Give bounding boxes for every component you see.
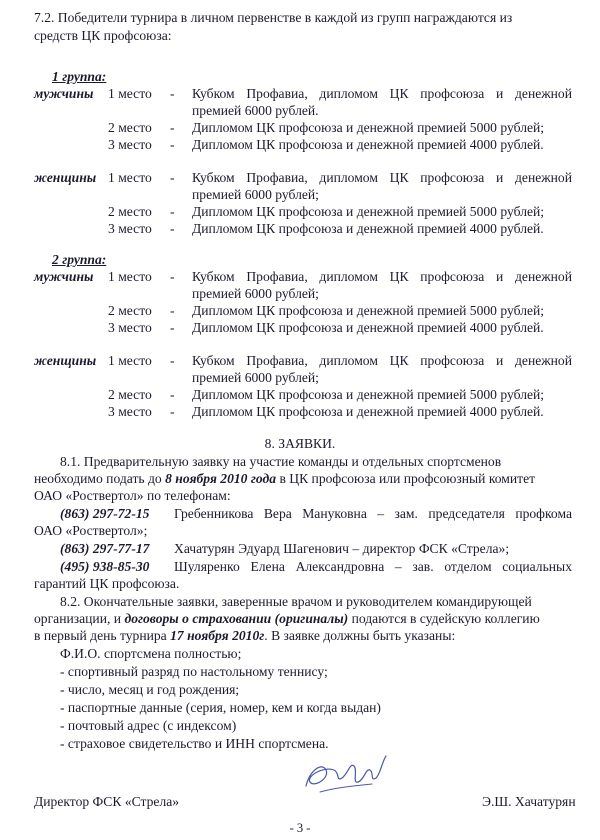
director-label: Директор ФСК «Стрела» — [34, 794, 180, 809]
dash: - — [170, 269, 175, 284]
contact-name: Гребенникова Вера Мануковна – зам. председателя профкома — [174, 506, 572, 521]
dash: - — [170, 204, 175, 219]
prize-text: Кубком Профавиа, дипломом ЦК профсоюза и денежной — [192, 170, 572, 185]
place-label: 3 место — [108, 320, 152, 335]
phone-number: (495) 938-85-30 — [60, 559, 150, 574]
dash: - — [170, 320, 175, 335]
paragraph-8-2-line3: в первый день турнира 17 ноября 2010г. В заявке должны быть указаны: — [34, 628, 456, 643]
place-label: 2 место — [108, 204, 152, 219]
list-item: - почтовый адрес (с индексом) — [60, 718, 237, 733]
prize-text: Дипломом ЦК профсоюза и денежной премией 4000 рублей. — [192, 137, 544, 152]
dash: - — [170, 120, 175, 135]
paragraph-8-1-line3: ОАО «Роствертол» по телефонам: — [34, 488, 231, 503]
place-label: 3 место — [108, 404, 152, 419]
place-label: 2 место — [108, 303, 152, 318]
place-label: 1 место — [108, 269, 152, 284]
dash: - — [170, 404, 175, 419]
section-7-2-line2: средств ЦК профсоюза: — [34, 28, 172, 43]
category-men: мужчины — [34, 269, 94, 284]
dash: - — [170, 137, 175, 152]
insurance-contracts: договоры о страховании (оригиналы) — [124, 611, 349, 626]
prize-text: премией 6000 рублей; — [192, 370, 319, 385]
contact-cont: гарантий ЦК профсоюза. — [34, 576, 180, 591]
dash: - — [170, 387, 175, 402]
section-7-2-line1: 7.2. Победители турнира в личном первенстве в каждой из групп награждаются из — [34, 10, 513, 25]
prize-text: Дипломом ЦК профсоюза и денежной премией 4000 рублей. — [192, 320, 544, 335]
place-label: 2 место — [108, 120, 152, 135]
phone-number: (863) 297-72-15 — [60, 506, 150, 521]
contact-name: Шуляренко Елена Александровна – зав. отделом социальных — [174, 559, 572, 574]
place-label: 1 место — [108, 353, 152, 368]
contact-cont: ОАО «Роствертол»; — [34, 523, 148, 538]
page-number: - 3 - — [289, 821, 311, 835]
place-label: 2 место — [108, 387, 152, 402]
category-women: женщины — [34, 170, 97, 185]
prize-text: Дипломом ЦК профсоюза и денежной премией 4000 рублей. — [192, 404, 544, 419]
dash: - — [170, 221, 175, 236]
place-label: 1 место — [108, 170, 152, 185]
paragraph-8-1-line2: необходимо подать до 8 ноября 2010 года в ЦК профсоюза или профсоюзный комитет — [34, 471, 536, 486]
signature-image — [300, 748, 390, 800]
group-2-label: 2 группа: — [52, 252, 107, 267]
dash: - — [170, 170, 175, 185]
paragraph-8-2-line1: 8.2. Окончательные заявки, заверенные врачом и руководителем командирующей — [60, 594, 532, 609]
list-item: - паспортные данные (серия, номер, кем и когда выдан) — [60, 700, 381, 715]
prize-text: премией 6000 рублей; — [192, 286, 319, 301]
deadline-date: 8 ноября 2010 года — [165, 471, 277, 486]
prize-text: Кубком Профавиа, дипломом ЦК профсоюза и денежной — [192, 269, 572, 284]
paragraph-8-2-line2: организации, и договоры о страховании (оригиналы) подаются в судейскую коллегию — [34, 611, 540, 626]
director-name: Э.Ш. Хачатурян — [482, 794, 576, 809]
place-label: 3 место — [108, 221, 152, 236]
list-item: - спортивный разряд по настольному теннису; — [60, 664, 328, 679]
category-women: женщины — [34, 353, 97, 368]
section-8-heading: 8. ЗАЯВКИ. — [264, 436, 336, 451]
contact-name: Хачатурян Эдуард Шагенович – директор ФСК «Стрела»; — [174, 541, 510, 556]
prize-text: Дипломом ЦК профсоюза и денежной премией 5000 рублей; — [192, 120, 545, 135]
paragraph-8-1-line1: 8.1. Предварительную заявку на участие команды и отдельных спортсменов — [60, 454, 502, 469]
phone-number: (863) 297-77-17 — [60, 541, 150, 556]
prize-text: Дипломом ЦК профсоюза и денежной премией 4000 рублей. — [192, 221, 544, 236]
prize-text: Дипломом ЦК профсоюза и денежной премией 5000 рублей; — [192, 303, 545, 318]
prize-text: Дипломом ЦК профсоюза и денежной премией 5000 рублей; — [192, 387, 545, 402]
final-date: 17 ноября 2010г — [170, 628, 265, 643]
dash: - — [170, 353, 175, 368]
list-item: Ф.И.О. спортсмена полностью; — [60, 646, 242, 661]
prize-text: премией 6000 рублей; — [192, 187, 319, 202]
list-item: - страховое свидетельство и ИНН спортсмена. — [60, 736, 329, 751]
list-item: - число, месяц и год рождения; — [60, 682, 240, 697]
dash: - — [170, 303, 175, 318]
prize-text: Кубком Профавиа, дипломом ЦК профсоюза и денежной — [192, 86, 572, 101]
prize-text: Дипломом ЦК профсоюза и денежной премией 5000 рублей; — [192, 204, 545, 219]
prize-text: премией 6000 рублей. — [192, 103, 319, 118]
prize-text: Кубком Профавиа, дипломом ЦК профсоюза и денежной — [192, 353, 572, 368]
group-1-label: 1 группа: — [52, 69, 107, 84]
place-label: 1 место — [108, 86, 152, 101]
category-men: мужчины — [34, 86, 94, 101]
place-label: 3 место — [108, 137, 152, 152]
dash: - — [170, 86, 175, 101]
